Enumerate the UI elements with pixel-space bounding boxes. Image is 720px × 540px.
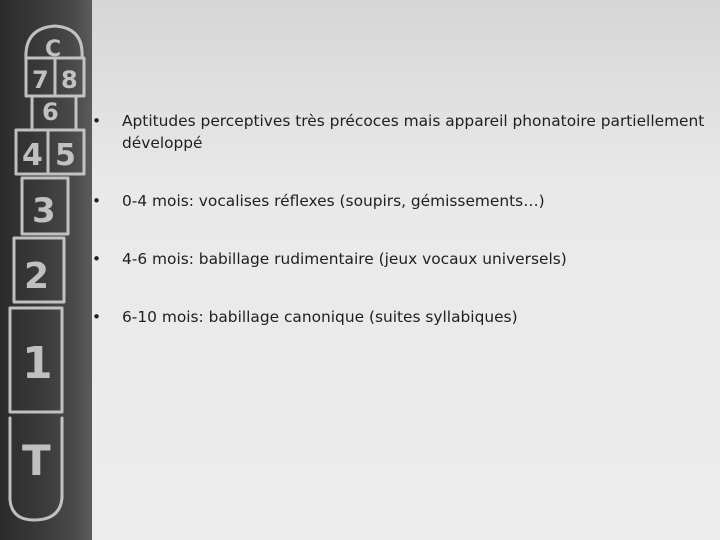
hopscotch-cell-6: 6 bbox=[42, 98, 59, 126]
bullet-line: 4-6 mois: babillage rudimentaire (jeux vocaux universels) bbox=[122, 250, 567, 268]
hopscotch-drawing bbox=[0, 0, 92, 540]
bullet-item bbox=[92, 306, 720, 328]
hopscotch-cell-5: 5 bbox=[55, 138, 76, 173]
bullet-marker: • bbox=[92, 308, 102, 326]
hopscotch-cell-T: T bbox=[22, 436, 51, 485]
bullet-marker: • bbox=[92, 250, 102, 268]
hopscotch-image bbox=[0, 0, 92, 540]
bullet-text bbox=[122, 110, 720, 154]
hopscotch-cell-C: C bbox=[45, 37, 62, 62]
bullet-item bbox=[92, 248, 720, 270]
bullet-list bbox=[92, 110, 720, 328]
bullet-line: 6-10 mois: babillage canonique (suites syllabiques) bbox=[122, 308, 518, 326]
bullet-marker: • bbox=[92, 192, 102, 210]
hopscotch-cell-8: 8 bbox=[61, 66, 78, 94]
hopscotch-cell-3: 3 bbox=[32, 191, 56, 231]
bullet-item bbox=[92, 190, 720, 212]
slide-content bbox=[92, 110, 720, 540]
hopscotch-cell-7: 7 bbox=[32, 66, 49, 94]
bullet-line: développé bbox=[122, 134, 203, 152]
bullet-item bbox=[92, 110, 720, 154]
hopscotch-cell-1: 1 bbox=[22, 338, 53, 389]
bullet-line: 0-4 mois: vocalises réflexes (soupirs, gémissements…) bbox=[122, 192, 545, 210]
bullet-line: Aptitudes perceptives très précoces mais appareil phonatoire partiellement bbox=[122, 112, 705, 130]
bullet-marker: • bbox=[92, 112, 102, 130]
hopscotch-cell-4: 4 bbox=[22, 138, 43, 173]
bullet-text bbox=[122, 306, 720, 328]
hopscotch-cell-2: 2 bbox=[24, 256, 50, 297]
bullet-text bbox=[122, 248, 720, 270]
bullet-text bbox=[122, 190, 720, 212]
